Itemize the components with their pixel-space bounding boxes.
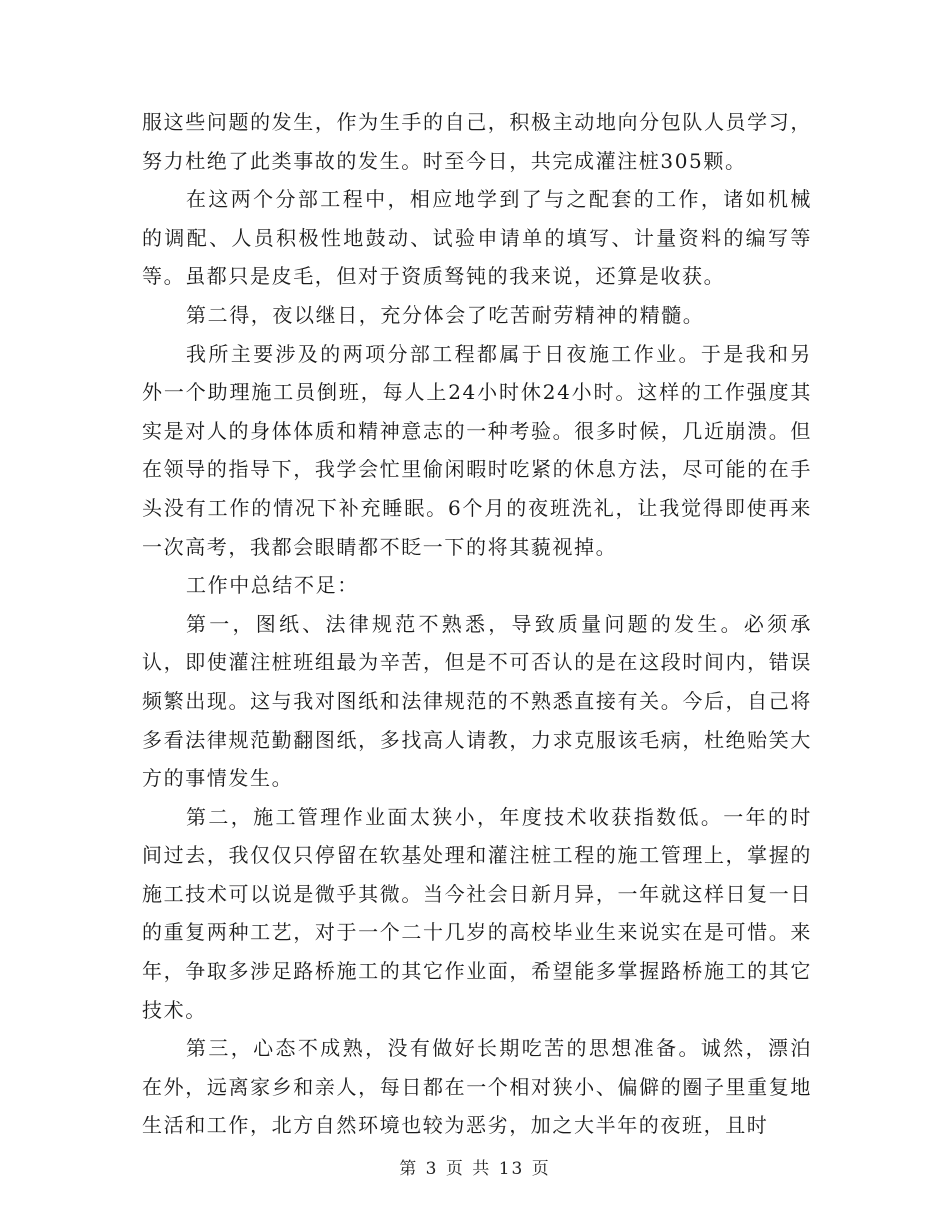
page-number-footer: 第 3 页 共 13 页 bbox=[399, 1159, 551, 1179]
section-heading: 工作中总结不足： bbox=[186, 573, 359, 598]
paragraph: 我所主要涉及的两项分部工程都属于日夜施工作业。于是我和另外一个助理施工员倒班，每人上24小时休24小时。这样的工作强度其实是对人的身体体质和精神意志的一种考验。很多时候，几近崩溃。但在领导的指导下，我学会忙里偷闲暇时吃紧的休息方法，尽可能的在手头没有工作的情况下补充睡眠。6个月的夜班洗礼，让我觉得即使再来一次高考，我都会眼睛都不眨一下的将其藐视掉。 bbox=[142, 341, 812, 559]
paragraph: 在这两个分部工程中，相应地学到了与之配套的工作，诸如机械的调配、人员积极性地鼓动、试验申请单的填写、计量资料的编写等等。虽都只是皮毛，但对于资质驽钝的我来说，还算是收获。 bbox=[142, 187, 812, 289]
paragraph: 第一，图纸、法律规范不熟悉，导致质量问题的发生。必须承认，即使灌注桩班组最为辛苦，但是不可否认的是在这段时间内，错误频繁出现。这与我对图纸和法律规范的不熟悉直接有关。今后，自己将多看法律规范勤翻图纸，多找高人请教，力求克服该毛病，杜绝贻笑大方的事情发生。 bbox=[142, 611, 812, 791]
paragraph: 第三，心态不成熟，没有做好长期吃苦的思想准备。诚然，漂泊在外，远离家乡和亲人，每日都在一个相对狭小、偏僻的圈子里重复地生活和工作，北方自然环境也较为恶劣，加之大半年的夜班，且时 bbox=[142, 1036, 812, 1138]
paragraph: 第二，施工管理作业面太狭小，年度技术收获指数低。一年的时间过去，我仅仅只停留在软基处理和灌注桩工程的施工管理上，掌握的施工技术可以说是微乎其微。当今社会日新月异，一年就这样日复一日的重复两种工艺，对于一个二十几岁的高校毕业生来说实在是可惜。来年，争取多涉足路桥施工的其它作业面，希望能多掌握路桥施工的其它技术。 bbox=[142, 804, 812, 1022]
paragraph: 服这些问题的发生，作为生手的自己，积极主动地向分包队人员学习，努力杜绝了此类事故的发生。时至今日，共完成灌注桩305颗。 bbox=[142, 110, 812, 173]
paragraph: 第二得，夜以继日，充分体会了吃苦耐劳精神的精髓。 bbox=[186, 302, 705, 327]
document-body bbox=[142, 103, 812, 1145]
